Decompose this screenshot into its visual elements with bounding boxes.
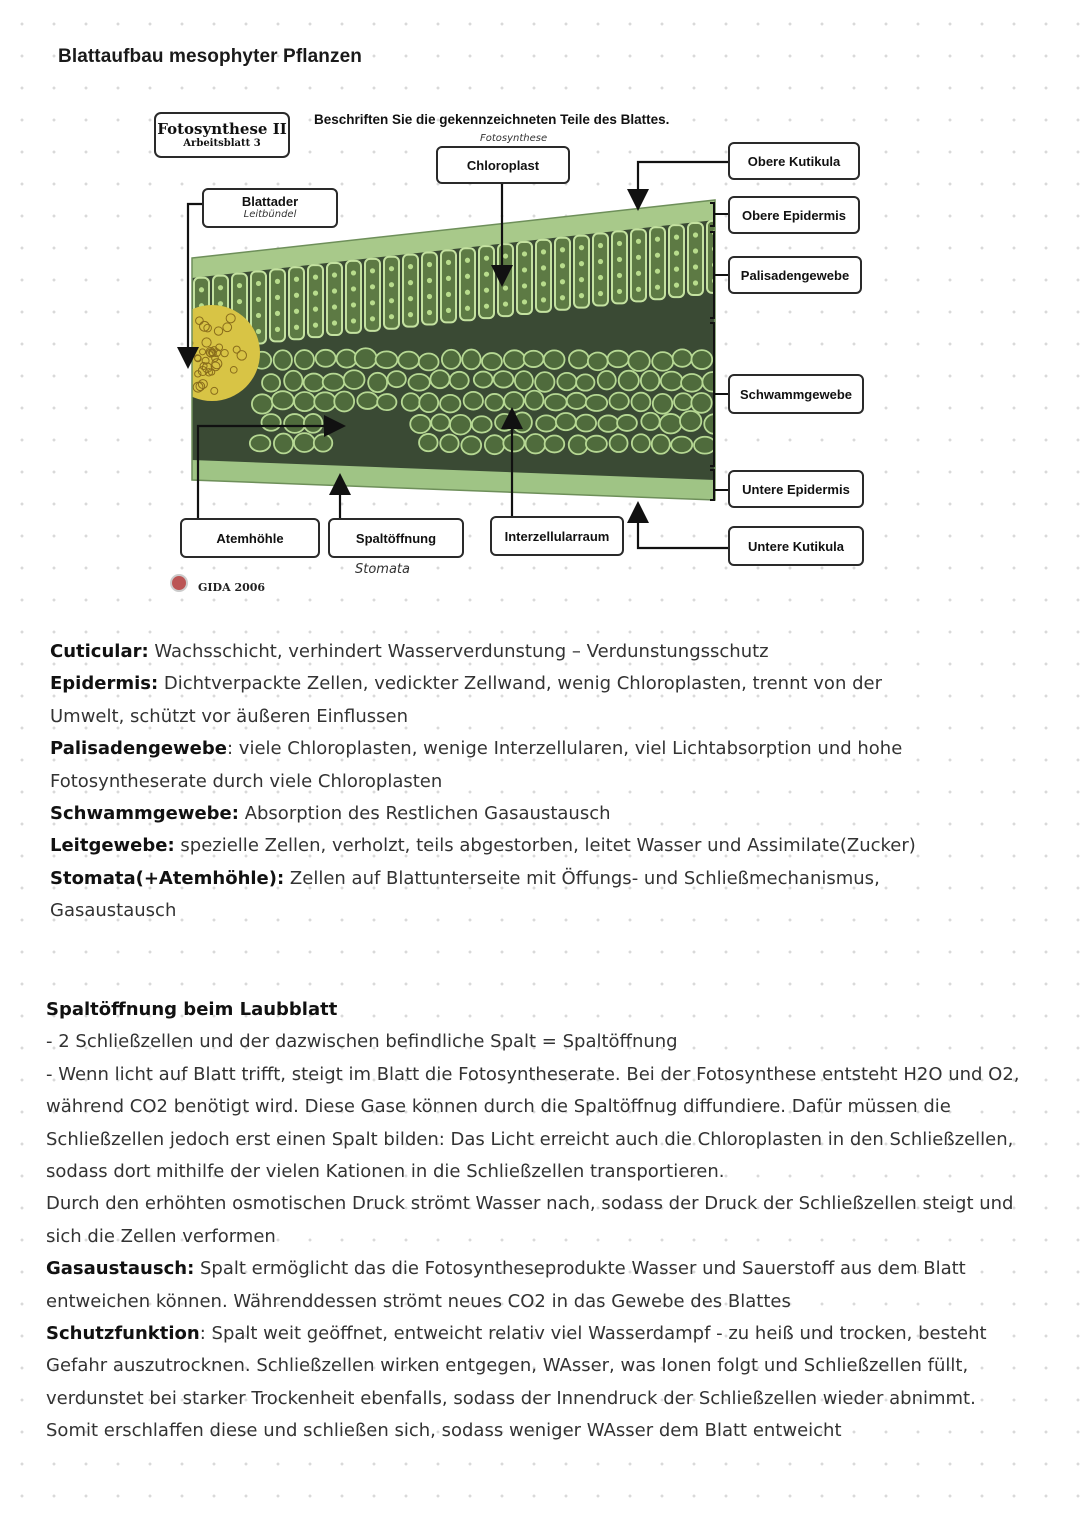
spongy-cell — [485, 394, 503, 411]
chloroplast-dot — [484, 256, 489, 261]
chloroplast-dot — [427, 310, 432, 315]
spongy-cell — [284, 414, 305, 433]
chloroplast-dot — [674, 251, 679, 256]
leaf-cross-section-diagram — [150, 108, 880, 608]
chloroplast-dot — [465, 290, 470, 295]
chloroplast-dot — [370, 284, 375, 289]
label-chloroplast: Chloroplast — [436, 146, 570, 184]
spongy-cell — [295, 350, 314, 369]
spongy-cell — [569, 435, 588, 454]
spongy-cells — [250, 348, 725, 454]
label-schwammgewebe: Schwammgewebe — [728, 374, 864, 414]
chloroplast-dot — [465, 274, 470, 279]
chloroplast-dot — [275, 295, 280, 300]
spongy-cell — [494, 371, 514, 387]
chloroplast-dot — [522, 299, 527, 304]
spongy-cell — [274, 434, 293, 454]
chloroplast-dot — [598, 259, 603, 264]
spongy-cell — [557, 373, 576, 390]
spongy-cell — [464, 392, 483, 410]
chloroplast-dot — [617, 273, 622, 278]
spaltoeffnung-note: Stomata — [355, 562, 410, 577]
chloroplast-dot — [218, 285, 223, 290]
chloroplast-dot — [655, 237, 660, 242]
stomata-schutzfunktion: Schutzfunktion: Spalt weit geöffnet, entweicht relativ viel Wasserdampf - zu heiß und trocken, besteht Gefahr auszutrocknen. Schließzellen wirken entgegen, WAsser, was Ionen folgt und Schließzellen füllt, verdunstet bei starker Trockenheit ebenfalls, sodass der Innendruck der Schließzellen wieder abnimmt. Somit erschlaffen diese und schließen sich, sodass weniger WAsser dem Blatt entweicht — [46, 1323, 987, 1442]
chloroplast-dot — [674, 235, 679, 240]
worksheet-badge — [154, 112, 290, 158]
worksheet-subtitle: Arbeitsblatt 3 — [183, 137, 261, 149]
chloroplast-dot — [693, 232, 698, 237]
chloroplast-note: Fotosynthese — [480, 133, 548, 144]
chloroplast-dot — [522, 251, 527, 256]
chloroplast-dot — [579, 277, 584, 282]
page-title: Blattaufbau mesophyter Pflanzen — [58, 46, 362, 67]
chloroplast-dot — [389, 298, 394, 303]
def-stomata: Stomata(+Atemhöhle): Zellen auf Blattunterseite mit Öffungs- und Schließmechanismus, Gasaustausch — [50, 867, 880, 922]
spongy-cell — [419, 434, 438, 451]
spongy-cell — [304, 374, 324, 392]
chloroplast-dot — [655, 269, 660, 274]
chloroplast-dot — [636, 287, 641, 292]
spongy-cell — [588, 352, 608, 370]
chloroplast-dot — [541, 265, 546, 270]
def-schwammgewebe: Schwammgewebe: Absorption des Restlichen Gasaustausch — [50, 803, 611, 825]
chloroplast-dot — [560, 247, 565, 252]
stomata-p1: - 2 Schließzellen und der dazwischen befindliche Spalt = Spaltöffnung — [46, 1031, 678, 1053]
chloroplast-dot — [636, 255, 641, 260]
spongy-cell — [567, 393, 587, 409]
spongy-cell — [262, 374, 280, 391]
xylem-cell — [177, 337, 185, 345]
stomata-p2: - Wenn licht auf Blatt trifft, steigt im Blatt die Fotosyntheserate. Bei der Fotosynthese entsteht H2O und O2, während CO2 benötigt wird. Diese Gase können durch die Spaltöffnug diffundiere. Dafür müssen die Schließzellen jedoch erst einen Spalt bilden: Das Licht erreicht auch die Chloroplasten in den Schließzellen, sodass dort mithilfe der vielen Kationen in die Schließzellen transportieren. — [46, 1063, 1020, 1183]
spongy-cell — [472, 416, 492, 432]
spongy-cell — [598, 371, 616, 389]
chloroplast-dot — [313, 323, 318, 328]
spongy-cell — [524, 351, 544, 367]
label-untere-kutikula: Untere Kutikula — [728, 526, 864, 566]
spongy-cell — [632, 434, 650, 452]
chloroplast-dot — [541, 249, 546, 254]
spongy-cell — [334, 391, 354, 411]
spongy-cell — [337, 350, 357, 368]
chloroplast-dot — [313, 275, 318, 280]
spongy-cell — [619, 371, 639, 391]
spongy-cell — [250, 435, 270, 451]
chloroplast-dot — [541, 281, 546, 286]
chloroplast-dot — [446, 260, 451, 265]
chloroplast-dot — [503, 285, 508, 290]
chloroplast-dot — [389, 314, 394, 319]
label-palisadengewebe: Palisadengewebe — [728, 256, 862, 294]
spongy-cell — [376, 351, 398, 368]
chloroplast-dot — [617, 257, 622, 262]
stomata-p3: Durch den erhöhten osmotischen Druck strömt Wasser nach, sodass der Druck der Schließzellen steigt und sich die Zellen verformen — [46, 1193, 1014, 1247]
spongy-cell — [631, 393, 650, 412]
spongy-cell — [586, 395, 607, 411]
spongy-cell — [652, 352, 673, 371]
chloroplast-dot — [465, 306, 470, 311]
spongy-cell — [419, 393, 438, 412]
spongy-cell — [323, 374, 345, 391]
spongy-cell — [402, 393, 420, 411]
spongy-cell — [576, 374, 594, 390]
spongy-cell — [314, 392, 336, 411]
spongy-cell — [431, 414, 449, 431]
chloroplast-dot — [256, 313, 261, 318]
spongy-cell — [344, 370, 365, 389]
gida-logo-icon — [170, 574, 188, 592]
worksheet-instruction: Beschriften Sie die gekennzeichneten Teile des Blattes. — [314, 112, 670, 127]
spongy-cell — [316, 350, 336, 367]
spongy-cell — [536, 415, 556, 431]
stomata-heading: Spaltöffnung beim Laubblatt — [46, 999, 338, 1020]
chloroplast-dot — [560, 295, 565, 300]
spongy-cell — [652, 435, 670, 454]
chloroplast-dot — [560, 263, 565, 268]
stomata-section — [46, 994, 1021, 1448]
spongy-cell — [556, 413, 576, 430]
chloroplast-dot — [256, 281, 261, 286]
chloroplast-dot — [408, 280, 413, 285]
chloroplast-dot — [503, 301, 508, 306]
spongy-cell — [691, 393, 711, 413]
spongy-cell — [368, 373, 387, 392]
spongy-cell — [408, 374, 429, 391]
spongy-cell — [609, 393, 628, 410]
worksheet-credit: GIDA 2006 — [198, 581, 266, 594]
spongy-cell — [673, 349, 692, 366]
chloroplast-dot — [503, 253, 508, 258]
label-untere-epidermis: Untere Epidermis — [728, 470, 864, 508]
chloroplast-dot — [674, 267, 679, 272]
chloroplast-dot — [256, 329, 261, 334]
chloroplast-dot — [693, 280, 698, 285]
chloroplast-dot — [484, 272, 489, 277]
chloroplast-dot — [484, 288, 489, 293]
chloroplast-dot — [636, 239, 641, 244]
chloroplast-dot — [579, 293, 584, 298]
chloroplast-dot — [313, 291, 318, 296]
spongy-cell — [515, 371, 533, 390]
spongy-cell — [482, 353, 502, 370]
chloroplast-dot — [655, 253, 660, 258]
spongy-cell — [357, 392, 378, 409]
spongy-cell — [398, 352, 419, 369]
stomata-gasaustausch: Gasaustausch: Spalt ermöglicht das die Fotosyntheseprodukte Wasser und Sauerstoff aus dem Blatt entweichen können. Währenddessen strömt neues CO2 in das Gewebe des Blattes — [46, 1258, 966, 1312]
chloroplast-dot — [522, 267, 527, 272]
chloroplast-dot — [351, 318, 356, 323]
chloroplast-dot — [313, 307, 318, 312]
spongy-cell — [440, 395, 460, 413]
definitions-section — [50, 636, 950, 928]
chloroplast-dot — [655, 285, 660, 290]
chloroplast-dot — [199, 287, 204, 292]
leaf-tissue — [164, 193, 725, 513]
xylem-cell — [185, 371, 192, 378]
chloroplast-dot — [465, 258, 470, 263]
spongy-cell — [430, 370, 449, 388]
spongy-cell — [294, 433, 315, 452]
spongy-cell — [641, 371, 659, 391]
chloroplast-dot — [237, 283, 242, 288]
chloroplast-dot — [370, 316, 375, 321]
spongy-cell — [410, 415, 430, 433]
spongy-cell — [377, 394, 396, 410]
chloroplast-dot — [579, 261, 584, 266]
spongy-cell — [388, 371, 406, 387]
chloroplast-dot — [579, 245, 584, 250]
chloroplast-dot — [674, 283, 679, 288]
spongy-cell — [474, 372, 493, 388]
chloroplast-dot — [427, 262, 432, 267]
chloroplast-dot — [332, 288, 337, 293]
spongy-cell — [569, 350, 589, 368]
chloroplast-dot — [351, 302, 356, 307]
chloroplast-dot — [408, 296, 413, 301]
chloroplast-dot — [294, 293, 299, 298]
chloroplast-dot — [237, 299, 242, 304]
spongy-cell — [628, 351, 649, 371]
spongy-cell — [535, 372, 554, 392]
chloroplast-dot — [484, 304, 489, 309]
chloroplast-dot — [370, 300, 375, 305]
blattader-note: Leitbündel — [243, 209, 297, 220]
chloroplast-dot — [256, 297, 261, 302]
chloroplast-dot — [617, 241, 622, 246]
spongy-cell — [641, 413, 659, 430]
def-leitgewebe: Leitgewebe: spezielle Zellen, verholzt, teils abgestorben, leitet Wasser und Assimilate(Zucker) — [50, 835, 916, 857]
label-interzellularraum: Interzellularraum — [490, 516, 624, 556]
spongy-cell — [304, 414, 323, 433]
def-epidermis: Epidermis: Dichtverpackte Zellen, vedickter Zellwand, wenig Chloroplasten, trennt von der Umwelt, schützt vor äußeren Einflussen — [50, 673, 882, 727]
spongy-cell — [545, 394, 567, 410]
spongy-cell — [294, 392, 315, 411]
chloroplast-dot — [598, 243, 603, 248]
chloroplast-dot — [503, 269, 508, 274]
spongy-cell — [261, 414, 280, 431]
def-cuticula: Cuticular: Wachsschicht, verhindert Wasserverdunstung – Verdunstungsschutz — [50, 641, 769, 662]
spongy-cell — [450, 415, 471, 435]
spongy-cell — [653, 394, 673, 414]
chloroplast-dot — [275, 311, 280, 316]
spongy-cell — [462, 350, 480, 370]
spongy-cell — [702, 372, 723, 392]
spongy-cell — [691, 350, 712, 369]
spongy-cell — [674, 393, 692, 410]
spongy-cell — [680, 411, 701, 431]
spongy-cell — [461, 436, 481, 454]
spongy-cell — [661, 372, 683, 391]
spongy-cell — [681, 374, 703, 392]
chloroplast-dot — [598, 291, 603, 296]
spongy-cell — [274, 350, 292, 370]
chloroplast-dot — [560, 279, 565, 284]
spongy-cell — [440, 434, 458, 452]
spongy-cell — [545, 436, 565, 453]
chloroplast-dot — [636, 271, 641, 276]
spongy-cell — [485, 435, 504, 454]
chloroplast-dot — [294, 325, 299, 330]
spongy-cell — [355, 348, 377, 368]
label-spaltoeffnung: Spaltöffnung — [328, 518, 464, 558]
label-obere-kutikula: Obere Kutikula — [728, 142, 860, 180]
spongy-cell — [576, 415, 596, 432]
spongy-cell — [525, 391, 543, 410]
chloroplast-dot — [294, 309, 299, 314]
chloroplast-dot — [617, 289, 622, 294]
spongy-cell — [608, 351, 629, 368]
chloroplast-dot — [408, 312, 413, 317]
chloroplast-dot — [332, 272, 337, 277]
chloroplast-dot — [332, 320, 337, 325]
chloroplast-dot — [351, 270, 356, 275]
chloroplast-dot — [408, 264, 413, 269]
spongy-cell — [526, 434, 546, 453]
spongy-cell — [617, 415, 637, 431]
chloroplast-dot — [427, 294, 432, 299]
spongy-cell — [586, 436, 607, 452]
chloroplast-dot — [598, 275, 603, 280]
spongy-cell — [504, 350, 525, 369]
spongy-cell — [610, 434, 628, 452]
def-palisadengewebe: Palisadengewebe: viele Chloroplasten, wenige Interzellularen, viel Lichtabsorption und hohe Fotosyntheserate durch viele Chloroplasten — [50, 738, 903, 792]
spongy-cell — [504, 392, 524, 410]
chloroplast-dot — [332, 304, 337, 309]
chloroplast-dot — [389, 282, 394, 287]
chloroplast-dot — [427, 278, 432, 283]
spongy-cell — [442, 350, 461, 369]
spongy-cell — [503, 434, 524, 451]
spongy-cell — [694, 437, 716, 454]
chloroplast-dot — [446, 308, 451, 313]
chloroplast-dot — [389, 266, 394, 271]
chloroplast-dot — [522, 283, 527, 288]
spongy-cell — [314, 434, 332, 451]
chloroplast-dot — [693, 248, 698, 253]
chloroplast-dot — [693, 264, 698, 269]
spongy-cell — [284, 371, 302, 391]
chloroplast-dot — [370, 268, 375, 273]
label-atemhoehle: Atemhöhle — [180, 518, 320, 558]
label-blattader: Blattader Leitbündel — [202, 188, 338, 228]
spongy-cell — [450, 372, 469, 389]
spongy-cell — [598, 415, 618, 431]
spongy-cell — [513, 412, 532, 432]
spongy-cell — [660, 414, 682, 433]
spongy-cell — [252, 394, 273, 413]
worksheet-title: Fotosynthese II — [157, 119, 287, 138]
chloroplast-dot — [541, 297, 546, 302]
spongy-cell — [544, 350, 565, 369]
spongy-cell — [419, 353, 439, 370]
chloroplast-dot — [294, 277, 299, 282]
chloroplast-dot — [275, 279, 280, 284]
label-obere-epidermis: Obere Epidermis — [728, 196, 860, 234]
chloroplast-dot — [351, 286, 356, 291]
chloroplast-dot — [446, 276, 451, 281]
chloroplast-dot — [446, 292, 451, 297]
spongy-cell — [671, 437, 692, 453]
chloroplast-dot — [275, 327, 280, 332]
spongy-cell — [272, 391, 294, 409]
